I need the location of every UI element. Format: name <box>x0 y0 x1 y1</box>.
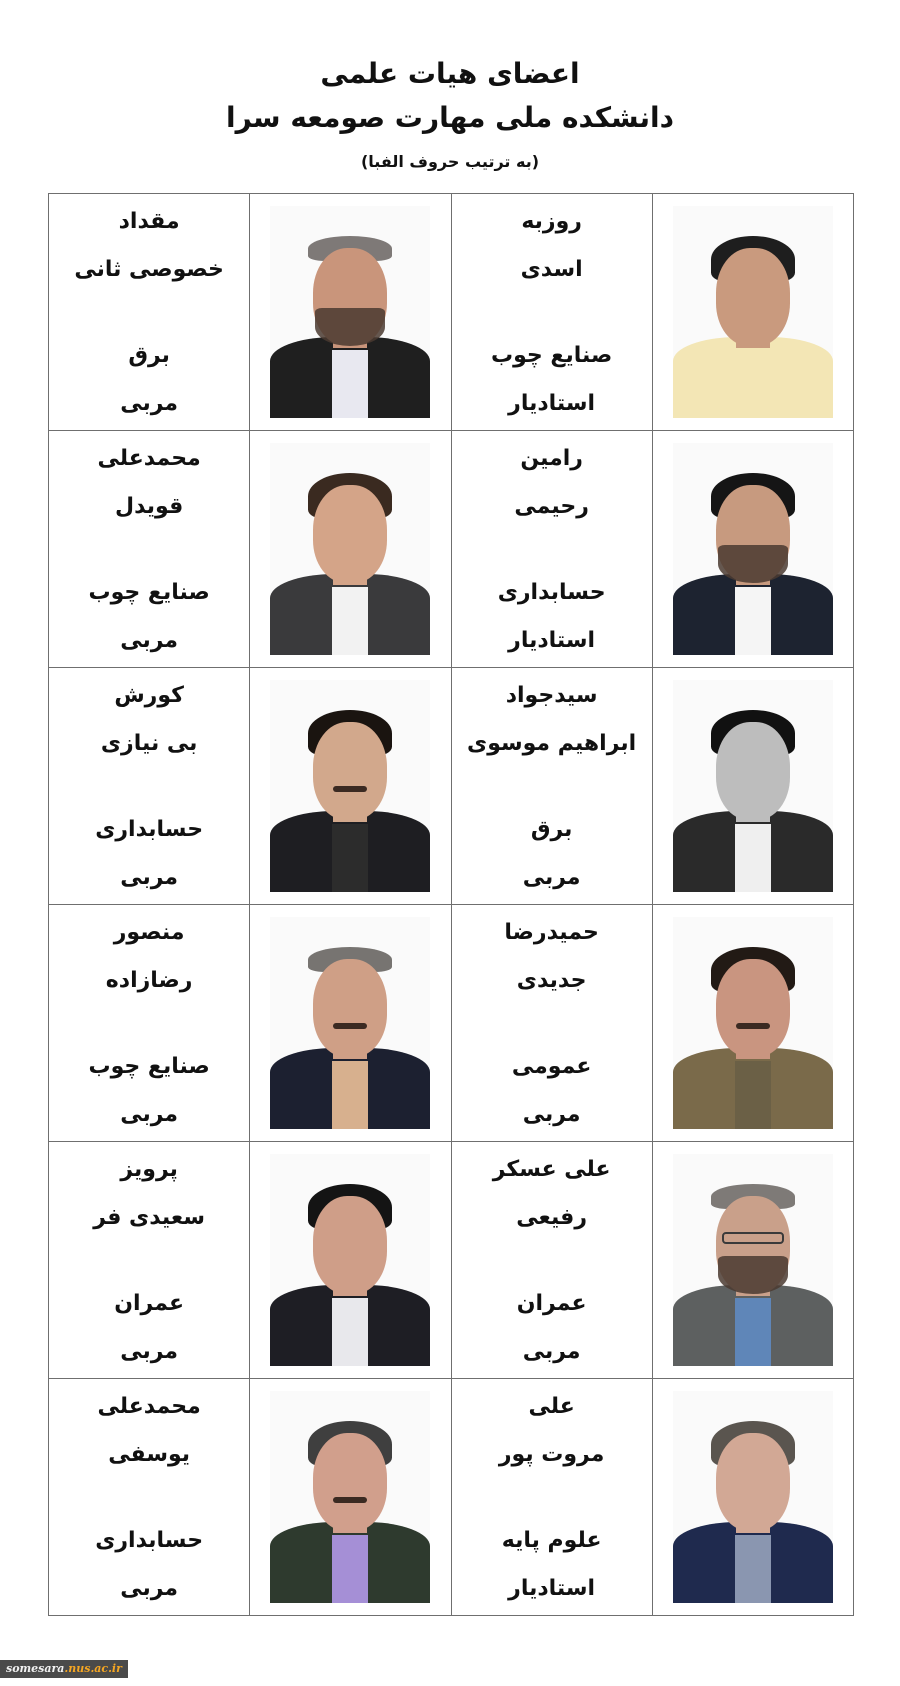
first-name: روزبه <box>521 209 582 234</box>
table-row <box>49 1142 854 1379</box>
academic-rank: مربی <box>522 1339 581 1364</box>
academic-rank: مربی <box>120 865 179 890</box>
academic-rank: استادیار <box>508 391 596 416</box>
portrait-photo <box>673 443 833 655</box>
member-info-cell <box>49 1379 250 1616</box>
last-name: یوسفی <box>108 1442 191 1467</box>
member-info-cell <box>451 194 652 431</box>
portrait-photo <box>270 1391 430 1603</box>
academic-rank: استادیار <box>508 1576 596 1601</box>
first-name: علی <box>528 1394 575 1419</box>
first-name: رامین <box>520 446 583 471</box>
watermark-domain-part1: somesara <box>6 1662 65 1675</box>
last-name: ابراهیم موسوی <box>467 731 637 756</box>
watermark-domain-part2: .nus.ac.ir <box>64 1662 122 1675</box>
member-info-cell <box>49 668 250 905</box>
page-header <box>0 52 900 171</box>
academic-rank: مربی <box>120 1339 179 1364</box>
page-title: اعضای هیات علمی <box>320 57 580 90</box>
table-row <box>49 905 854 1142</box>
last-name: رفیعی <box>516 1205 587 1230</box>
academic-rank: مربی <box>120 1576 179 1601</box>
page-subtitle-institution: دانشکده ملی مهارت صومعه سرا <box>226 101 674 134</box>
member-info-cell <box>451 1379 652 1616</box>
first-name: محمدعلی <box>97 446 201 471</box>
academic-rank: مربی <box>522 865 581 890</box>
department: عمومی <box>511 1054 592 1079</box>
portrait-photo <box>270 206 430 418</box>
portrait-photo <box>673 1154 833 1366</box>
portrait-photo <box>270 443 430 655</box>
member-info-cell <box>451 668 652 905</box>
table-row <box>49 1379 854 1616</box>
department: عمران <box>114 1291 185 1316</box>
department: صنایع چوب <box>491 343 613 368</box>
first-name: منصور <box>113 920 185 945</box>
photo-cell <box>652 1142 853 1379</box>
last-name: سعیدی فر <box>93 1205 205 1230</box>
academic-rank: مربی <box>522 1102 581 1127</box>
member-info-cell <box>49 905 250 1142</box>
department: علوم پایه <box>501 1528 602 1553</box>
department: صنایع چوب <box>88 580 210 605</box>
member-info-cell <box>451 905 652 1142</box>
photo-cell <box>652 1379 853 1616</box>
first-name: مقداد <box>118 209 180 234</box>
photo-cell <box>652 905 853 1142</box>
first-name: کورش <box>114 683 184 708</box>
department: حسابداری <box>95 1528 204 1553</box>
portrait-photo <box>673 917 833 1129</box>
portrait-photo <box>673 1391 833 1603</box>
first-name: علی عسکر <box>492 1157 611 1182</box>
portrait-photo <box>270 680 430 892</box>
last-name: قویدل <box>115 494 184 519</box>
photo-cell <box>250 1379 451 1616</box>
portrait-photo <box>673 206 833 418</box>
member-info-cell <box>49 1142 250 1379</box>
department: برق <box>128 343 170 368</box>
last-name: رحیمی <box>514 494 589 519</box>
photo-cell <box>250 194 451 431</box>
sort-note: (به ترتیب حروف الفبا) <box>360 152 540 171</box>
portrait-photo <box>270 1154 430 1366</box>
member-info-cell <box>49 431 250 668</box>
first-name: سیدجواد <box>505 683 598 708</box>
member-info-cell <box>451 431 652 668</box>
last-name: جدیدی <box>516 968 587 993</box>
photo-cell <box>250 431 451 668</box>
first-name: حمیدرضا <box>504 920 599 945</box>
table-row <box>49 668 854 905</box>
department: حسابداری <box>95 817 204 842</box>
faculty-table <box>48 193 854 1616</box>
photo-cell <box>250 1142 451 1379</box>
academic-rank: مربی <box>120 1102 179 1127</box>
portrait-photo <box>270 917 430 1129</box>
site-watermark <box>0 1660 128 1678</box>
table-row <box>49 431 854 668</box>
last-name: خصوصی ثانی <box>74 257 224 282</box>
department: عمران <box>516 1291 587 1316</box>
department: صنایع چوب <box>88 1054 210 1079</box>
first-name: پرویز <box>120 1157 178 1182</box>
photo-cell <box>652 668 853 905</box>
last-name: اسدی <box>520 257 583 282</box>
academic-rank: مربی <box>120 391 179 416</box>
academic-rank: مربی <box>120 628 179 653</box>
portrait-photo <box>673 680 833 892</box>
first-name: محمدعلی <box>97 1394 201 1419</box>
photo-cell <box>250 905 451 1142</box>
member-info-cell <box>451 1142 652 1379</box>
academic-rank: استادیار <box>508 628 596 653</box>
last-name: مروت پور <box>498 1442 605 1467</box>
last-name: رضازاده <box>105 968 193 993</box>
last-name: بی نیازی <box>100 731 198 756</box>
table-row <box>49 194 854 431</box>
photo-cell <box>250 668 451 905</box>
photo-cell <box>652 431 853 668</box>
department: حسابداری <box>497 580 606 605</box>
photo-cell <box>652 194 853 431</box>
department: برق <box>530 817 573 842</box>
member-info-cell <box>49 194 250 431</box>
